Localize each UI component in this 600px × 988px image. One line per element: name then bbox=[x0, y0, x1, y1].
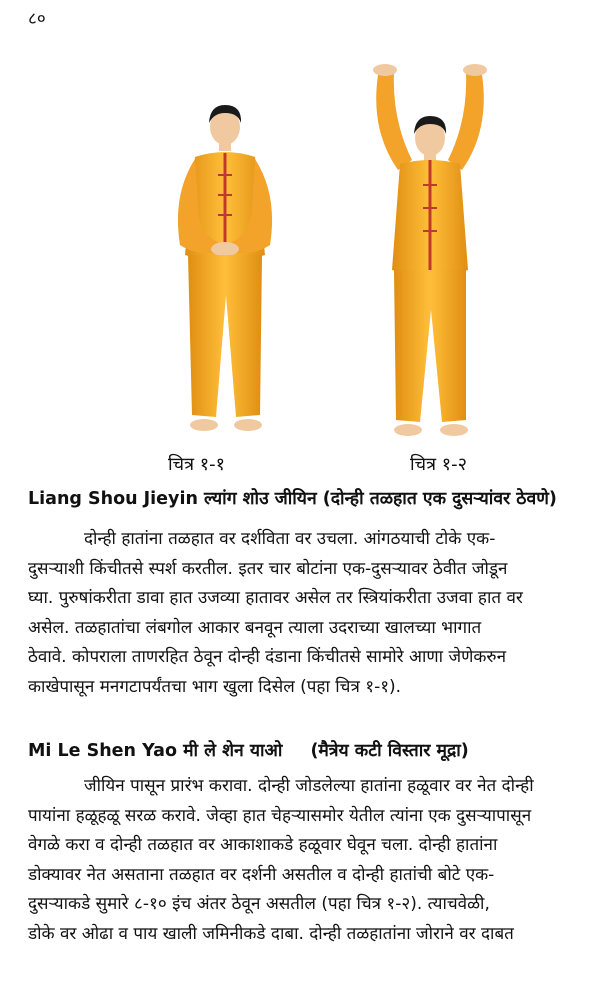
section-2-heading-latin: Mi Le Shen Yao मी ले शेन याओ bbox=[28, 741, 283, 761]
paragraph-line: दोन्ही हातांना तळहात वर दर्शविता वर उचला. आंगठयाची टोके एक- bbox=[84, 529, 496, 549]
paragraph-line: घ्या. पुरुषांकरीता डावा हात उजव्या हातावर असेल तर स्त्रियांकरीता उजवा हात वर bbox=[28, 588, 523, 608]
figure-2-illustration bbox=[350, 60, 510, 445]
page-number: ८० bbox=[28, 9, 46, 29]
paragraph-line: दुसऱ्याकडे सुमारे ८-१० इंच अंतर ठेवून असतील (पहा चित्र १-२). त्याचवेळी, bbox=[28, 894, 490, 914]
section-2-paragraph bbox=[28, 772, 588, 949]
figure-1-caption: चित्र १-१ bbox=[168, 454, 225, 475]
paragraph-line: ठेवावे. कोपराला ताणरहित ठेवून दोन्ही दंडाना किंचीतसे सामोरे आणा जेणेकरुन bbox=[28, 647, 507, 667]
paragraph-line: डोक्यावर नेत असताना तळहात वर दर्शनी असतील व दोन्ही हातांची बोटे एक- bbox=[28, 864, 495, 885]
figure-2-caption: चित्र १-२ bbox=[410, 454, 467, 475]
section-2-heading-marathi: (मैत्रेय कटी विस्तार मूद्रा) bbox=[310, 741, 469, 761]
paragraph-line: वेगळे करा व दोन्ही तळहात वर आकाशाकडे हळूवार घेवून चला. दोन्ही हातांना bbox=[28, 835, 498, 855]
paragraph-line: डोके वर ओढा व पाय खाली जमिनीकडे दाबा. दोन्ही तळहातांना जोराने वर दाबत bbox=[28, 923, 514, 944]
paragraph-line: पायांना हळूहळू सरळ करावे. जेव्हा हात चेहऱ्यासमोर येतील त्यांना एक दुसऱ्यापासून bbox=[28, 805, 532, 826]
section-2-heading bbox=[28, 738, 588, 762]
section-1-heading: Liang Shou Jieyin ल्यांग शोउ जीयिन (दोन्ही तळहात एक दुसऱ्यांवर ठेवणे) bbox=[28, 489, 557, 509]
paragraph-line: दुसऱ्याशी किंचीतसे स्पर्श करतील. इतर चार बोटांना एक-दुसऱ्यावर ठेवीत जोडून bbox=[28, 558, 508, 579]
paragraph-line: जीयिन पासून प्रारंभ करावा. दोन्ही जोडलेल्या हातांना हळूवार वर नेत दोन्ही bbox=[84, 776, 534, 796]
section-1-paragraph bbox=[28, 525, 588, 702]
paragraph-line: असेल. तळहातांचा लंबगोल आकार बनवून त्याला उदराच्या खालच्या भागात bbox=[28, 617, 482, 638]
figure-1-illustration bbox=[150, 95, 300, 445]
paragraph-line: काखेपासून मनगटापर्यंतचा भाग खुला दिसेल (पहा चित्र १-१). bbox=[28, 676, 402, 697]
